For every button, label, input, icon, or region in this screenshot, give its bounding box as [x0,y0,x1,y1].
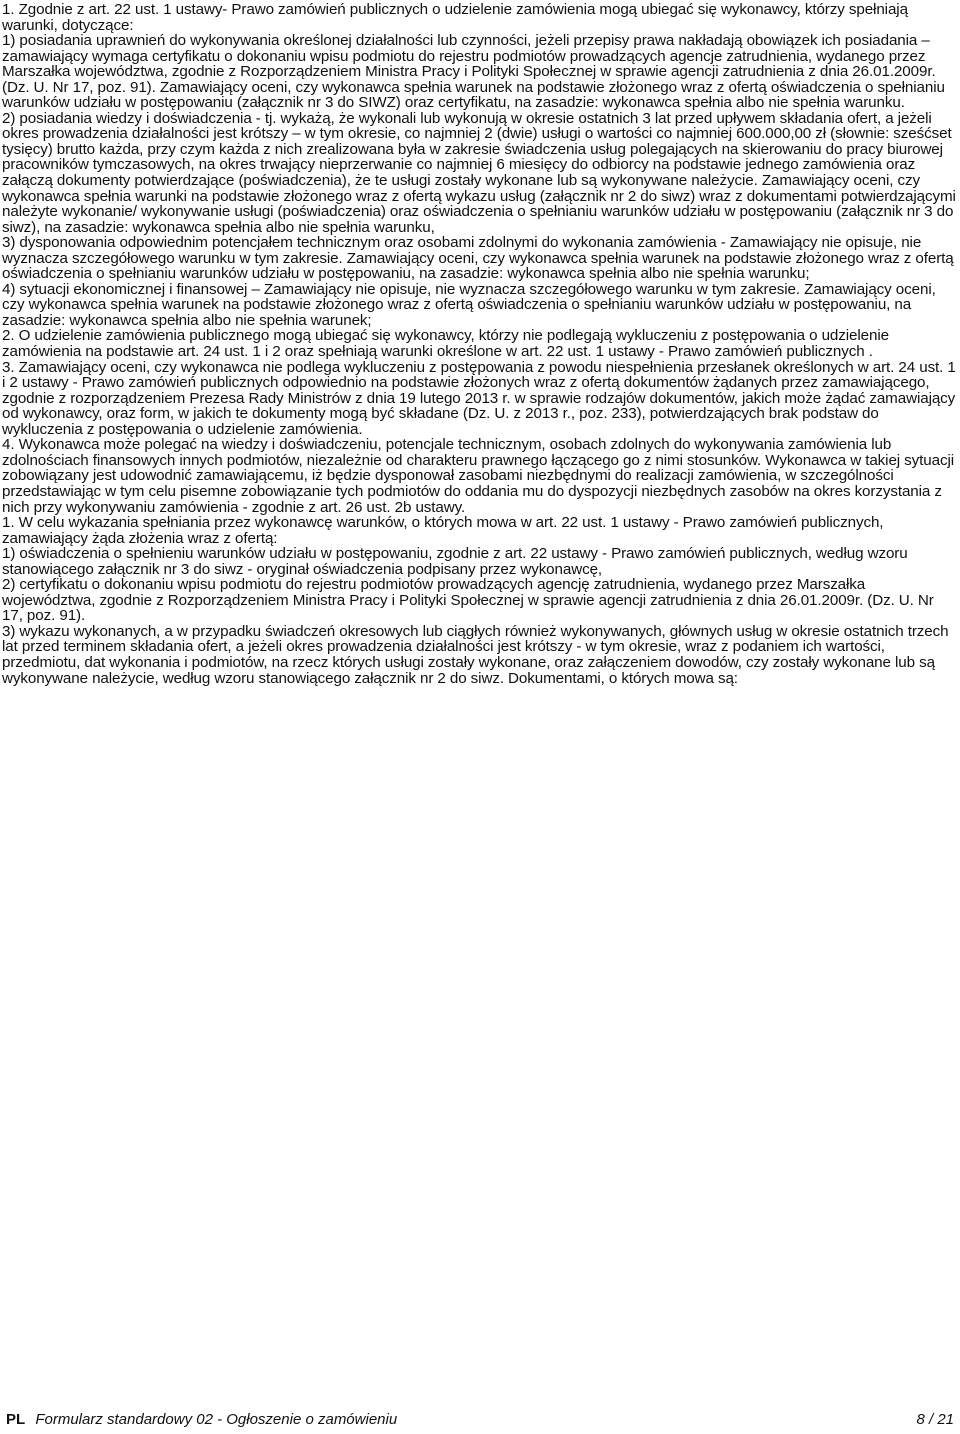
footer-country-code: PL [6,1411,26,1428]
paragraph-condition-4: 4) sytuacji ekonomicznej i finansowej – Zamawiający nie opisuje, nie wyznacza szczegółowego warunku w tym zakresie. Zamawiający oceni, czy wykonawca spełnia warunek na podstawie złożonego wraz z ofertą oświadczenia o spełnianiu warunków udziału w postępowaniu, na zasadzie: wykonawca spełnia albo nie spełnia warunek; [2,280,936,329]
footer-left [6,1409,397,1431]
page-footer [6,1409,954,1431]
paragraph-1-intro: 1. Zgodnie z art. 22 ust. 1 ustawy- Prawo zamówień publicznych o udzielenie zamówienia mogą ubiegać się wykonawcy, którzy spełniają warunki, dotyczące: [2,1,908,34]
paragraph-condition-3: 3) dysponowania odpowiednim potencjałem technicznym oraz osobami zdolnymi do wykonania zamówienia - Zamawiający nie opisuje, nie wyznacza szczegółowego warunku w tym zakresie. Zamawiający oceni, czy wykonawca spełnia warunek na podstawie złożonego wraz z ofertą oświadczenia o spełnianiu warunków udziału w postępowaniu, na zasadzie: wykonawca spełnia albo nie spełnia warunku; [2,234,954,283]
paragraph-2: 2. O udzielenie zamówienia publicznego mogą ubiegać się wykonawcy, którzy nie podlegają wykluczeniu z postępowania o udzielenie zamówienia na podstawie art. 24 ust. 1 i 2 oraz spełniają warunki określone w art. 22 ust. 1 ustawy - Prawo zamówień publicznych . [2,327,889,361]
document-body [2,2,956,686]
footer-page-number: 8 / 21 [916,1411,954,1428]
paragraph-condition-1: 1) posiadania uprawnień do wykonywania określonej działalności lub czynności, jeżeli przepisy prawa nakładają obowiązek ich posiadania – zamawiający wymaga certyfikatu o dokonaniu wpisu podmiotu do rejestru podmiotów prowadzących agencje zatrudnienia, wydanego przez Marszałka województwa, zgodnie z Rozporządzeniem Ministra Pracy i Polityki Społecznej w sprawie agencji zatrudnienia z dnia 26.01.2009r. (Dz. U. Nr 17, poz. 91). Zamawiający oceni, czy wykonawca spełnia warunek na podstawie złożonego wraz z ofertą oświadczenia o spełnianiu warunków udziału w postępowaniu (załącznik nr 3 do SIWZ) oraz certyfikatu, na zasadzie: wykonawca spełnia albo nie spełnia warunku. [2,32,945,112]
footer-form-name: Formularz standardowy 02 - Ogłoszenie o zamówieniu [35,1411,398,1428]
paragraph-4: 4. Wykonawca może polegać na wiedzy i doświadczeniu, potencjale technicznym, osobach zdolnych do wykonywania zamówienia lub zdolnościach finansowych innych podmiotów, niezależnie od charakteru prawnego łączącego go z nimi stosunków. Wykonawca w takiej sytuacji zobowiązany jest udowodnić zamawiającemu, iż będzie dysponował zasobami niezbędnymi do realizacji zamówienia, w szczególności przedstawiając w tym celu pisemne zobowiązanie tych podmiotów do oddania mu do dyspozycji niezbędnych zasobów na okres korzystania z nich przy wykonywaniu zamówienia - zgodnie z art. 26 ust. 2b ustawy. [2,436,955,516]
paragraph-3: 3. Zamawiający oceni, czy wykonawca nie podlega wykluczeniu z postępowania z powodu niespełnienia przesłanek określonych w art. 24 ust. 1 i 2 ustawy - Prawo zamówień publicznych odpowiednio na podstawie złożonych wraz z ofertą dokumentów żądanych przez zamawiającego, zgodnie z rozporządzeniem Prezesa Rady Ministrów z dnia 19 lutego 2013 r. w sprawie rodzajów dokumentów, jakich może żądać zamawiający od wykonawcy, oraz form, w jakich te dokumenty mogą być składane (Dz. U. z 2013 r., poz. 233), potwierdzających brak podstaw do wykluczenia z postępowania o udzielenie zamówienia. [2,358,956,438]
paragraph-document-2: 2) certyfikatu o dokonaniu wpisu podmiotu do rejestru podmiotów prowadzących agencję zatrudnienia, wydanego przez Marszałka województwa, zgodnie z Rozporządzeniem Ministra Pracy i Polityki Społecznej w sprawie agencji zatrudnienia z dnia 26.01.2009r. (Dz. U. Nr 17, poz. 91). [2,576,934,625]
paragraph-condition-2: 2) posiadania wiedzy i doświadczenia - tj. wykażą, że wykonali lub wykonują w okresie ostatnich 3 lat przed upływem składania ofert, a jeżeli okres prowadzenia działalności jest krótszy – w tym okresie, co najmniej 2 (dwie) usługi o wartości co najmniej 600.000,00 zł (słownie: sześćset tysięcy) brutto każda, przy czym każda z nich zrealizowana była w zakresie świadczenia usług polegających na skierowaniu do pracy biurowej pracowników tymczasowych, na okres trwający nieprzerwanie co najmniej 6 miesięcy do odbiorcy na podstawie jednego zamówienia oraz załączą dokumenty potwierdzające (poświadczenia), że te usługi zostały wykonane lub są wykonywane należycie. Zamawiający oceni, czy wykonawca spełnia warunki na podstawie złożonego wraz z ofertą wykazu usług (załącznik nr 2 do siwz) wraz z dokumentami potwierdzającymi należyte wykonanie/ wykonywanie usługi (poświadczenia) oraz oświadczenia o spełnianiu warunków udziału w postępowaniu (załącznik nr 3 do siwz), na zasadzie: wykonawca spełnia albo nie spełnia warunku, [2,109,956,236]
paragraph-document-1: 1) oświadczenia o spełnieniu warunków udziału w postępowaniu, zgodnie z art. 22 ustawy - Prawo zamówień publicznych, według wzoru stanowiącego załącznik nr 3 do siwz - oryginał oświadczenia podpisany przez wykonawcę, [2,545,908,578]
paragraph-document-3: 3) wykazu wykonanych, a w przypadku świadczeń okresowych lub ciągłych również wykonywanych, głównych usług w okresie ostatnich trzech lat przed terminem składania ofert, a jeżeli okres prowadzenia działalności jest krótszy - w tym okresie, wraz z podaniem ich wartości, przedmiotu, dat wykonania i podmiotów, na rzecz których usługi zostały wykonane, oraz załączeniem dowodów, czy zostały wykonane lub są wykonywane należycie, według wzoru stanowiącego załącznik nr 2 do siwz. Dokumentami, o których mowa są: [2,622,949,687]
paragraph-documents-intro: 1. W celu wykazania spełniania przez wykonawcę warunków, o których mowa w art. 22 ust. 1 ustawy - Prawo zamówień publicznych, zamawiający żąda złożenia wraz z ofertą: [2,514,884,547]
